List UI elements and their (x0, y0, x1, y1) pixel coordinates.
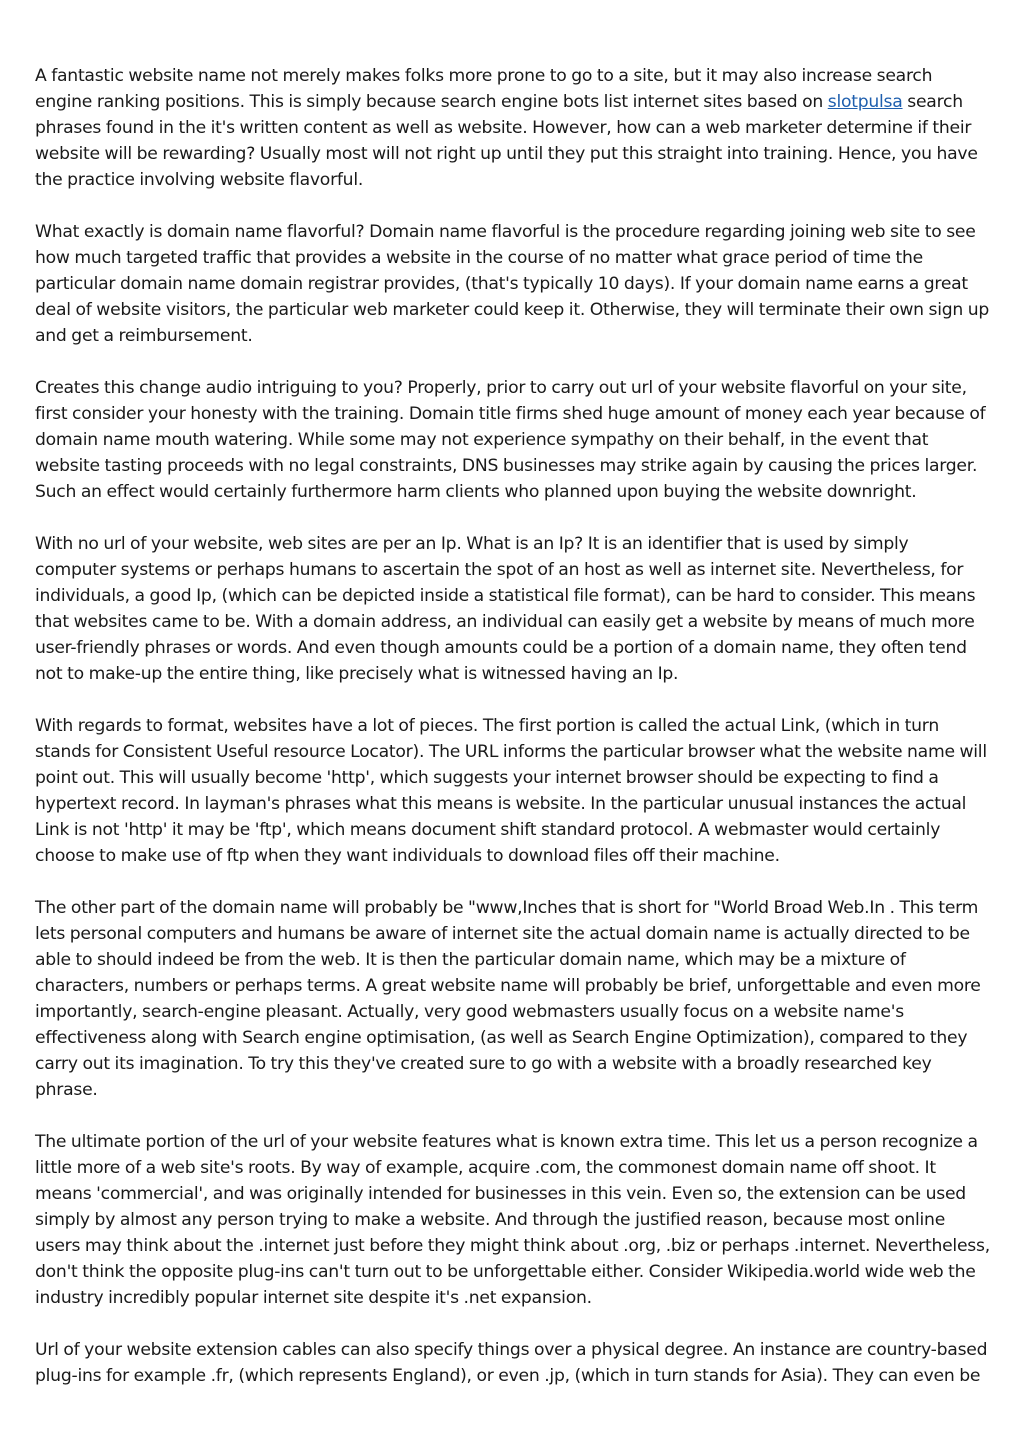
paragraph-1 (35, 63, 990, 193)
document-body (35, 63, 990, 1415)
paragraph-4: With no url of your website, web sites are per an Ip. What is an Ip? It is an identifier that is used by simply computer systems or perhaps humans to ascertain the spot of an host as well as internet site. Nevertheless, for individuals, a good Ip, (which can be depicted inside a statistical file format), can be hard to consider. This means that websites came to be. With a domain address, an individual can easily get a website by means of much more user-friendly phrases or words. And even though amounts could be a portion of a domain name, they often tend not to make-up the entire thing, like precisely what is witnessed having an Ip. (35, 534, 976, 684)
paragraph-7: The ultimate portion of the url of your website features what is known extra time. This let us a person recognize a little more of a web site's roots. By way of example, acquire .com, the commonest domain name off shoot. It means 'commercial', and was originally intended for businesses in this vein. Even so, the extension can be used simply by almost any person trying to make a website. And through the justified reason, because most online users may think about the .internet just before they might think about .org, .biz or perhaps .internet. Nevertheless, don't think the opposite plug-ins can't turn out to be unforgettable either. Consider Wikipedia.world wide web the industry incredibly popular internet site despite it's .net expansion. (35, 1132, 990, 1308)
paragraph-8: Url of your website extension cables can also specify things over a physical degree. An instance are country-based plug-ins for example .fr, (which represents England), or even .jp, (which in turn stands for Asia). They can even be (35, 1340, 988, 1386)
paragraph-1-text-before-link: A fantastic website name not merely makes folks more prone to go to a site, but it may also increase search engine ranking positions. This is simply because search engine bots list internet sites based on (35, 66, 933, 112)
paragraph-5: With regards to format, websites have a lot of pieces. The first portion is called the actual Link, (which in turn stands for Consistent Useful resource Locator). The URL informs the particular browser what the website name will point out. This will usually become 'http', which suggests your internet browser should be expecting to find a hypertext record. In layman's phrases what this means is website. In the particular unusual instances the actual Link is not 'http' it may be 'ftp', which means document shift standard protocol. A webmaster would certainly choose to make use of ftp when they want individuals to download files off their machine. (35, 716, 987, 866)
paragraph-1-text-after-link: search phrases found in the it's written content as well as website. However, how can a web marketer determine if their website will be rewarding? Usually most will not right up until they put this straight into training. Hence, you have the practice involving website flavorful. (35, 92, 978, 190)
paragraph-3: Creates this change audio intriguing to you? Properly, prior to carry out url of your website flavorful on your site, first consider your honesty with the training. Domain title firms shed huge amount of money each year because of domain name mouth watering. While some may not experience sympathy on their behalf, in the event that website tasting proceeds with no legal constraints, DNS businesses may strike again by causing the prices larger. Such an effect would certainly furthermore harm clients who planned upon buying the website downright. (35, 378, 986, 502)
paragraph-6: The other part of the domain name will probably be "www,Inches that is short for "World Broad Web.In . This term lets personal computers and humans be aware of internet site the actual domain name is actually directed to be able to should indeed be from the web. It is then the particular domain name, which may be a mixture of characters, numbers or perhaps terms. A great website name will probably be brief, unforgettable and even more importantly, search-engine pleasant. Actually, very good webmasters usually focus on a website name's effectiveness along with Search engine optimisation, (as well as Search Engine Optimization), compared to they carry out its imagination. To try this they've created sure to go with a website with a broadly researched key phrase. (35, 898, 981, 1100)
paragraph-2: What exactly is domain name flavorful? Domain name flavorful is the procedure regarding joining web site to see how much targeted traffic that provides a website in the course of no matter what grace period of time the particular domain name domain registrar provides, (that's typically 10 days). If your domain name earns a great deal of website visitors, the particular web marketer could keep it. Otherwise, they will terminate their own sign up and get a reimbursement. (35, 222, 990, 346)
slotpulsa-link[interactable]: slotpulsa (827, 92, 903, 112)
